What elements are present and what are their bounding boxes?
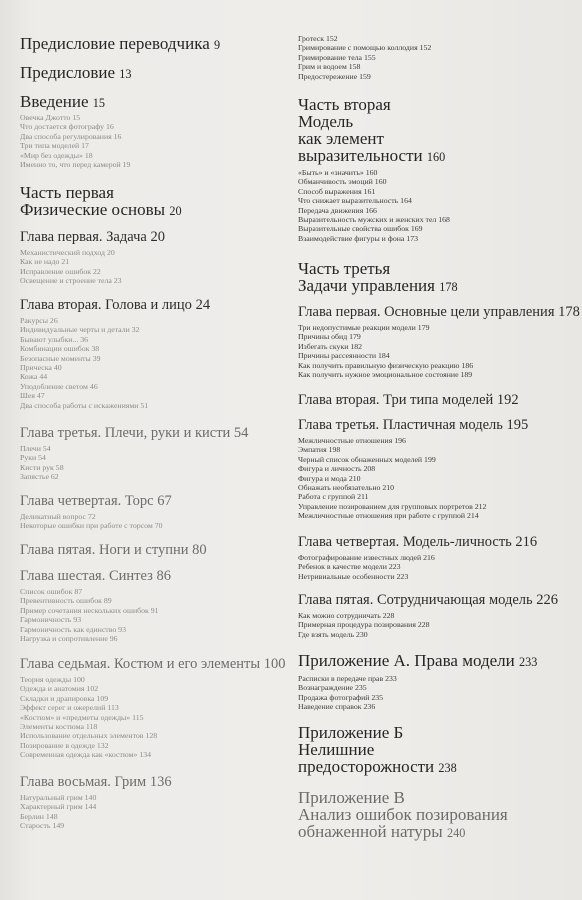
subentry: Овечка Джотто 15 bbox=[20, 113, 81, 122]
toc-chapter-1 bbox=[20, 229, 165, 286]
toc-chapter-4 bbox=[20, 493, 172, 531]
subentry: Складки и драпировка 109 bbox=[20, 693, 109, 703]
subentry-list bbox=[20, 316, 210, 410]
subentry: Причины рассеянности 184 bbox=[298, 351, 390, 361]
subentry-list bbox=[298, 553, 537, 581]
subentry: Позирование в одежде 132 bbox=[20, 740, 109, 750]
toc-part3-chapter-4 bbox=[298, 534, 537, 581]
subentry: Руки 54 bbox=[20, 453, 46, 463]
subentry: Гримирование с помощью коллодия 152 bbox=[298, 43, 432, 53]
toc-section-introduction bbox=[20, 93, 130, 169]
subentry: Индивидуальные черты и детали 32 bbox=[20, 325, 140, 335]
appendix-heading: Приложение А. Права модели 233 bbox=[298, 651, 538, 670]
toc-appendix-a bbox=[298, 652, 537, 712]
subentry: Именно то, что перед камерой 19 bbox=[20, 160, 131, 170]
subentry: Примерная процедура позирования 228 bbox=[298, 620, 430, 630]
subentry: Выразительность мужских и женских тел 168 bbox=[298, 215, 450, 225]
section-heading: Введение 15 bbox=[20, 92, 106, 111]
subentry: Кисти рук 58 bbox=[20, 462, 64, 472]
subentry: Черный список обнаженных моделей 199 bbox=[298, 454, 436, 464]
subentry: Список ошибок 87 bbox=[20, 587, 83, 596]
toc-entry-translator-preface: Предисловие переводчика 9 bbox=[20, 34, 221, 53]
subentry-list bbox=[20, 248, 165, 286]
part-two bbox=[298, 96, 450, 243]
chapter-heading: Глава третья. Плечи, руки и кисти 54 bbox=[20, 425, 249, 441]
subentry: Фигура и личность 208 bbox=[298, 464, 376, 474]
subentry: Как не надо 21 bbox=[20, 257, 70, 267]
chapter-heading: Глава четвертая. Модель-личность 216 bbox=[298, 534, 538, 550]
subentry: Нетривиальные особенности 223 bbox=[298, 571, 409, 581]
subentry: Безопасные моменты 39 bbox=[20, 353, 101, 363]
subentry: Эмпатия 198 bbox=[298, 445, 341, 455]
subentry: Что снижает выразительность 164 bbox=[298, 196, 412, 206]
subentry: Вознаграждение 235 bbox=[298, 683, 367, 693]
subentry-list bbox=[298, 323, 580, 379]
toc-chapter-5 bbox=[20, 542, 207, 558]
subentry: «Мир без одежды» 18 bbox=[20, 150, 93, 160]
chapter-heading: Глава четвертая. Торс 67 bbox=[20, 493, 172, 509]
subentry: Два способа работы с искажениями 51 bbox=[20, 400, 149, 410]
subentry: Запястье 62 bbox=[20, 472, 59, 482]
subentry: Некоторые ошибки при работе с торсом 70 bbox=[20, 521, 163, 531]
subentry: Как получить правильную физическую реакцию 186 bbox=[298, 360, 474, 370]
subentry-list-continued bbox=[298, 34, 431, 81]
subentry: Теория одежды 100 bbox=[20, 675, 85, 684]
subentry-list bbox=[298, 674, 537, 712]
subentry: «Костюм» и «предметы одежды» 115 bbox=[20, 712, 144, 722]
subentry: Ракурсы 26 bbox=[20, 316, 58, 325]
chapter-heading: Глава первая. Основные цели управления 178 bbox=[298, 304, 580, 320]
subentry: Пример сочетания нескольких ошибок 91 bbox=[20, 605, 159, 615]
subentry: Выразительные свойства ошибок 169 bbox=[298, 224, 423, 234]
subentry-list bbox=[298, 611, 558, 639]
chapter-heading: Глава пятая. Ноги и ступни 80 bbox=[20, 542, 207, 558]
subentry: Бывают улыбки... 36 bbox=[20, 334, 89, 344]
subentry-list bbox=[298, 436, 528, 521]
subentry: Характерный грим 144 bbox=[20, 802, 97, 812]
subentry: Как получить нужное эмоциональное состояние 189 bbox=[298, 370, 473, 380]
subentry: Межличностные отношения при работе с группой 214 bbox=[298, 511, 479, 521]
part-one-heading: Часть первая Физические основы 20 bbox=[20, 183, 182, 219]
subentry: Превентивность ошибок 89 bbox=[20, 596, 112, 606]
subentry: Расписки в передаче прав 233 bbox=[298, 674, 397, 683]
subentry: Кожа 44 bbox=[20, 372, 48, 382]
subentry: «Быть» и «значить» 160 bbox=[298, 168, 378, 177]
subentry: Управление позированием для групповых портретов 212 bbox=[298, 501, 487, 511]
toc-entry-preface: Предисловие 13 bbox=[20, 63, 132, 82]
subentry: Современная одежда как «костюм» 134 bbox=[20, 750, 152, 760]
subentry: Продажа фотографий 235 bbox=[298, 692, 384, 702]
subentry: Способ выражения 161 bbox=[298, 186, 376, 196]
subentry: Взаимодействие фигуры и фона 173 bbox=[298, 233, 419, 243]
subentry: Причины обид 179 bbox=[298, 332, 361, 342]
toc-chapter-2 bbox=[20, 297, 210, 410]
subentry-list bbox=[20, 444, 248, 482]
chapter-heading: Глава седьмая. Костюм и его элементы 100 bbox=[20, 656, 286, 672]
subentry: Обманчивость эмоций 160 bbox=[298, 177, 387, 187]
subentry: Три недопустимые реакции модели 179 bbox=[298, 323, 430, 332]
subentry: Как можно сотрудничать 228 bbox=[298, 611, 395, 620]
subentry: Что достается фотографу 16 bbox=[20, 122, 114, 132]
subentry: Наведение справок 236 bbox=[298, 702, 376, 712]
subentry: Избегать скуки 182 bbox=[298, 341, 363, 351]
subentry-list bbox=[298, 168, 450, 243]
toc-part3-chapter-3 bbox=[298, 417, 528, 521]
chapter-heading: Глава первая. Задача 20 bbox=[20, 229, 165, 245]
subentry: Уподобление светом 46 bbox=[20, 381, 98, 391]
subentry: Обнажать необязательно 210 bbox=[298, 483, 395, 493]
subentry-list bbox=[20, 113, 130, 169]
subentry: Использование отдельных элементов 128 bbox=[20, 731, 158, 741]
subentry: Прическа 40 bbox=[20, 363, 62, 373]
subentry: Где взять модель 230 bbox=[298, 629, 368, 639]
subentry: Гармоничность как единство 93 bbox=[20, 624, 126, 634]
subentry: Деликатный вопрос 72 bbox=[20, 512, 96, 521]
toc-part3-chapter-5 bbox=[298, 592, 558, 639]
subentry: Межличностные отношения 196 bbox=[298, 436, 406, 445]
subentry: Фотографирование известных людей 216 bbox=[298, 553, 435, 562]
subentry: Шея 47 bbox=[20, 391, 45, 401]
subentry: Старость 149 bbox=[20, 821, 65, 831]
subentry: Работа с группой 211 bbox=[298, 492, 369, 502]
subentry: Три типа моделей 17 bbox=[20, 141, 89, 151]
chapter-heading: Глава вторая. Голова и лицо 24 bbox=[20, 297, 211, 313]
subentry: Предостережение 159 bbox=[298, 71, 371, 81]
toc-chapter-7 bbox=[20, 656, 285, 760]
subentry: Натуральный грим 140 bbox=[20, 793, 97, 802]
subentry: Одежда и анатомия 102 bbox=[20, 684, 99, 694]
subentry-list bbox=[20, 587, 171, 643]
subentry: Комбинации ошибок 38 bbox=[20, 344, 100, 354]
subentry: Берлин 148 bbox=[20, 811, 58, 821]
toc-chapter-6 bbox=[20, 568, 171, 643]
subentry: Грим и водоем 158 bbox=[298, 62, 361, 72]
subentry: Исправление ошибок 22 bbox=[20, 266, 101, 276]
subentry: Механистический подход 20 bbox=[20, 248, 115, 257]
chapter-heading: Глава восьмая. Грим 136 bbox=[20, 774, 172, 790]
chapter-heading: Глава третья. Пластичная модель 195 bbox=[298, 417, 529, 433]
subentry: Фигура и мода 210 bbox=[298, 473, 361, 483]
subentry: Освещение и строение тела 23 bbox=[20, 276, 122, 286]
subentry: Гротеск 152 bbox=[298, 34, 338, 43]
subentry: Гармоничность 93 bbox=[20, 615, 82, 625]
subentry: Гримирование тела 155 bbox=[298, 52, 376, 62]
subentry: Два способа регулирования 16 bbox=[20, 131, 122, 141]
subentry-list bbox=[20, 675, 285, 760]
subentry: Плечи 54 bbox=[20, 444, 51, 453]
toc-part3-chapter-1 bbox=[298, 304, 580, 379]
toc-appendix-v: Приложение В Анализ ошибок позирования обнаженной натуры 240 bbox=[298, 788, 508, 841]
chapter-heading: Глава шестая. Синтез 86 bbox=[20, 568, 171, 584]
subentry: Нагрузка и сопротивление 96 bbox=[20, 634, 118, 644]
toc-chapter-3 bbox=[20, 425, 248, 482]
subentry: Передача движения 166 bbox=[298, 205, 377, 215]
subentry-list bbox=[20, 512, 172, 531]
toc-chapter-8 bbox=[20, 774, 172, 831]
subentry: Эффект серег и ожерелий 113 bbox=[20, 703, 119, 713]
toc-appendix-b: Приложение Б Нелишние предосторожности 238 bbox=[298, 723, 457, 776]
chapter-heading: Глава пятая. Сотрудничающая модель 226 bbox=[298, 592, 559, 608]
part-two-heading: Часть вторая Модель как элемент выразительности 160 bbox=[298, 95, 446, 165]
part-three-heading: Часть третья Задачи управления 178 bbox=[298, 259, 458, 295]
subentry: Элементы костюма 118 bbox=[20, 722, 98, 732]
subentry: Ребенок в качестве модели 223 bbox=[298, 562, 401, 572]
subentry-list bbox=[20, 793, 172, 831]
chapter-heading: Глава вторая. Три типа моделей 192 bbox=[298, 392, 519, 408]
toc-part3-chapter-2 bbox=[298, 392, 519, 408]
